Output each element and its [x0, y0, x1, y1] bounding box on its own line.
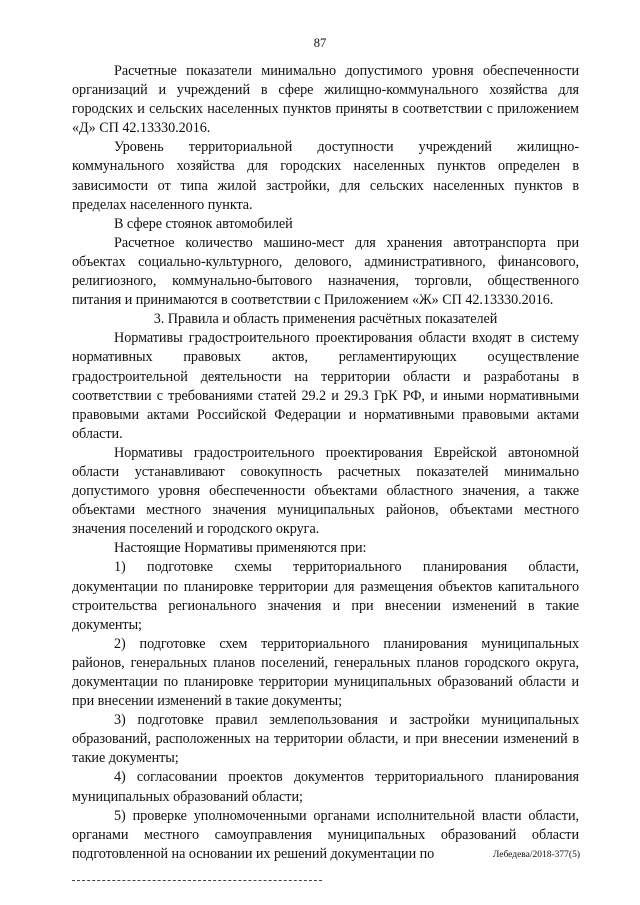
list-item-1: 1) подготовке схемы территориального планирования области, документации по планировке территории для размещения объектов капитального строительства регионального значения и при внесении изменений в такие документы; [72, 559, 579, 633]
list-item-3: 3) подготовке правил землепользования и застройки муниципальных образований, расположенных на территории области, и при внесении изменений в такие документы; [72, 712, 579, 767]
list-item-5: 5) проверке уполномоченными органами исполнительной власти области, органами местного самоуправления муниципальных образований области подготовленной на основании их решений документации по [72, 807, 579, 862]
paragraph-utility-accessibility: Уровень территориальной доступности учреждений жилищно-коммунального хозяйства для городских населенных пунктов определен в зависимости от типа жилой застройки, для сельских населенных пунктов в пределах населенного пункта. [72, 139, 579, 213]
paragraph-utility-indicators: Расчетные показатели минимально допустимого уровня обеспеченности организаций и учреждений в сфере жилищно-коммунального хозяйства для городских и сельских населенных пунктов приняты в соответствии с приложением «Д» СП 42.13330.2016. [72, 63, 579, 137]
paragraph-applied-when: Настоящие Нормативы применяются при: [114, 540, 367, 557]
list-item-2: 2) подготовке схем территориального планирования муниципальных районов, генеральных планов поселений, генеральных планов городского округа, документации по планировке территории муниципальных образований области и при внесении изменений в такие документы; [72, 635, 579, 710]
footer-divider [72, 880, 322, 881]
section-heading: 3. Правила и область применения расчётных показателей [153, 311, 498, 328]
paragraph-normatives-system: Нормативы градостроительного проектирования области входят в систему нормативных правовых актов, регламентирующих осуществление градостроительной деятельности на территории области и разработаны в соответствии с требованиями статей 29.2 и 29.3 ГрК РФ, и иными нормативными правовыми актами Российской Федерации и нормативными правовыми актами области. [72, 330, 579, 442]
document-code: Лебедева/2018-377(5) [492, 850, 580, 860]
document-body [72, 62, 579, 864]
paragraph-parking-subheading: В сфере стоянок автомобилей [114, 215, 293, 232]
paragraph-normatives-scope: Нормативы градостроительного проектирования Еврейской автономной области устанавливают совокупность расчетных показателей минимально допустимого уровня обеспеченности объектами областного значения, а также объектами местного значения муниципальных районов, объектами местного значения поселений и городского округа. [72, 444, 579, 538]
page-number: 87 [313, 36, 327, 50]
paragraph-parking-spaces: Расчетное количество машино-мест для хранения автотранспорта при объектах социально-культурного, делового, административного, финансового, религиозного, коммунально-бытового назначения, торговли, общественного питания и принимаются в соответствии с Приложением «Ж» СП 42.13330.2016. [72, 234, 579, 309]
list-item-4: 4) согласовании проектов документов территориального планирования муниципальных образований области; [72, 769, 579, 805]
